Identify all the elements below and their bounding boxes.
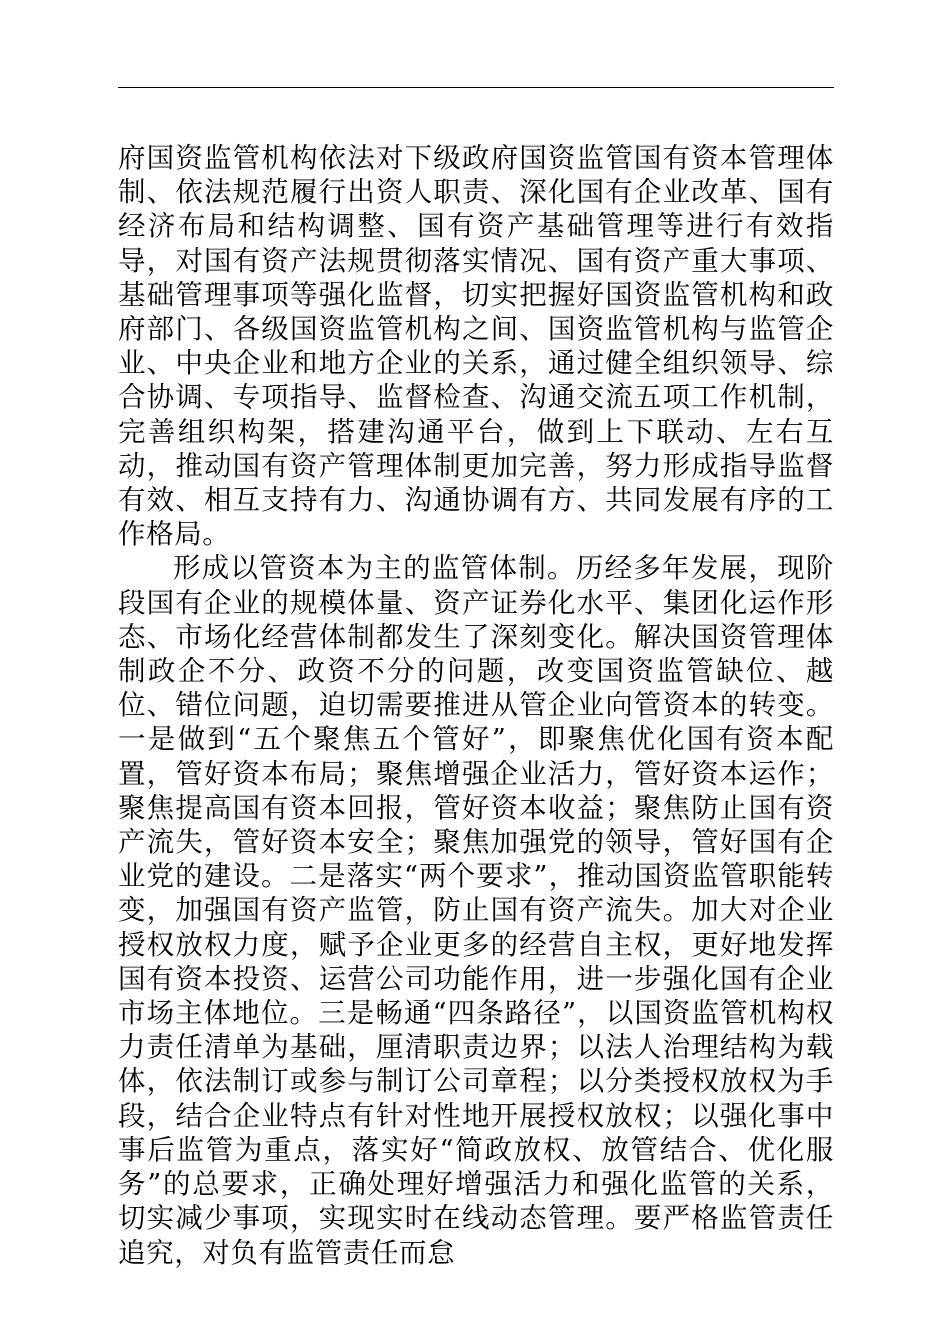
paragraph-capital-supervision: 形成以管资本为主的监管体制。历经多年发展，现阶段国有企业的规模体量、资产证券化水平、集团化运作形态、市场化经营体制都发生了深刻变化。解决国资管理体制政企不分、政资不分的问题，改变国资监管缺位、越位、错位问题，迫切需要推进从管企业向管资本的转变。一是做到“五个聚焦五个管好”，即聚焦优化国有资本配置，管好资本布局；聚焦增强企业活力，管好资本运作；聚焦提高国有资本回报，管好资本收益；聚焦防止国有资产流失，管好资本安全；聚焦加强党的领导，管好国有企业党的建设。二是落实“两个要求”，推动国资监管职能转变，加强国有资产监管，防止国有资产流失。加大对企业授权放权力度，赋予企业更多的经营自主权，更好地发挥国有资本投资、运营公司功能作用，进一步强化国有企业市场主体地位。三是畅通“四条路径”，以国资监管机构权力责任清单为基础，厘清职责边界；以法人治理结构为载体，依法制订或参与制订公司章程；以分类授权放权为手段，结合企业特点有针对性地开展授权放权；以强化事中事后监管为重点，落实好“简政放权、放管结合、优化服务”的总要求，正确处理好增强活力和强化监管的关系，切实减少事项，实现实时在线动态管理。要严格监管责任追究，对负有监管责任而怠 [118,552,834,1269]
document-body [118,141,834,1270]
paragraph-continued: 府国资监管机构依法对下级政府国资监管国有资本管理体制、依法规范履行出资人职责、深化国有企业改革、国有经济布局和结构调整、国有资产基础管理等进行有效指导，对国有资产法规贯彻落实情况、国有资产重大事项、基础管理事项等强化监督，切实把握好国资监管机构和政府部门、各级国资监管机构之间、国资监管机构与监管企业、中央企业和地方企业的关系，通过健全组织领导、综合协调、专项指导、监督检查、沟通交流五项工作机制，完善组织构架，搭建沟通平台，做到上下联动、左右互动，推动国有资产管理体制更加完善，努力形成指导监督有效、相互支持有力、沟通协调有方、共同发展有序的工作格局。 [118,142,834,551]
header-rule [118,87,834,88]
